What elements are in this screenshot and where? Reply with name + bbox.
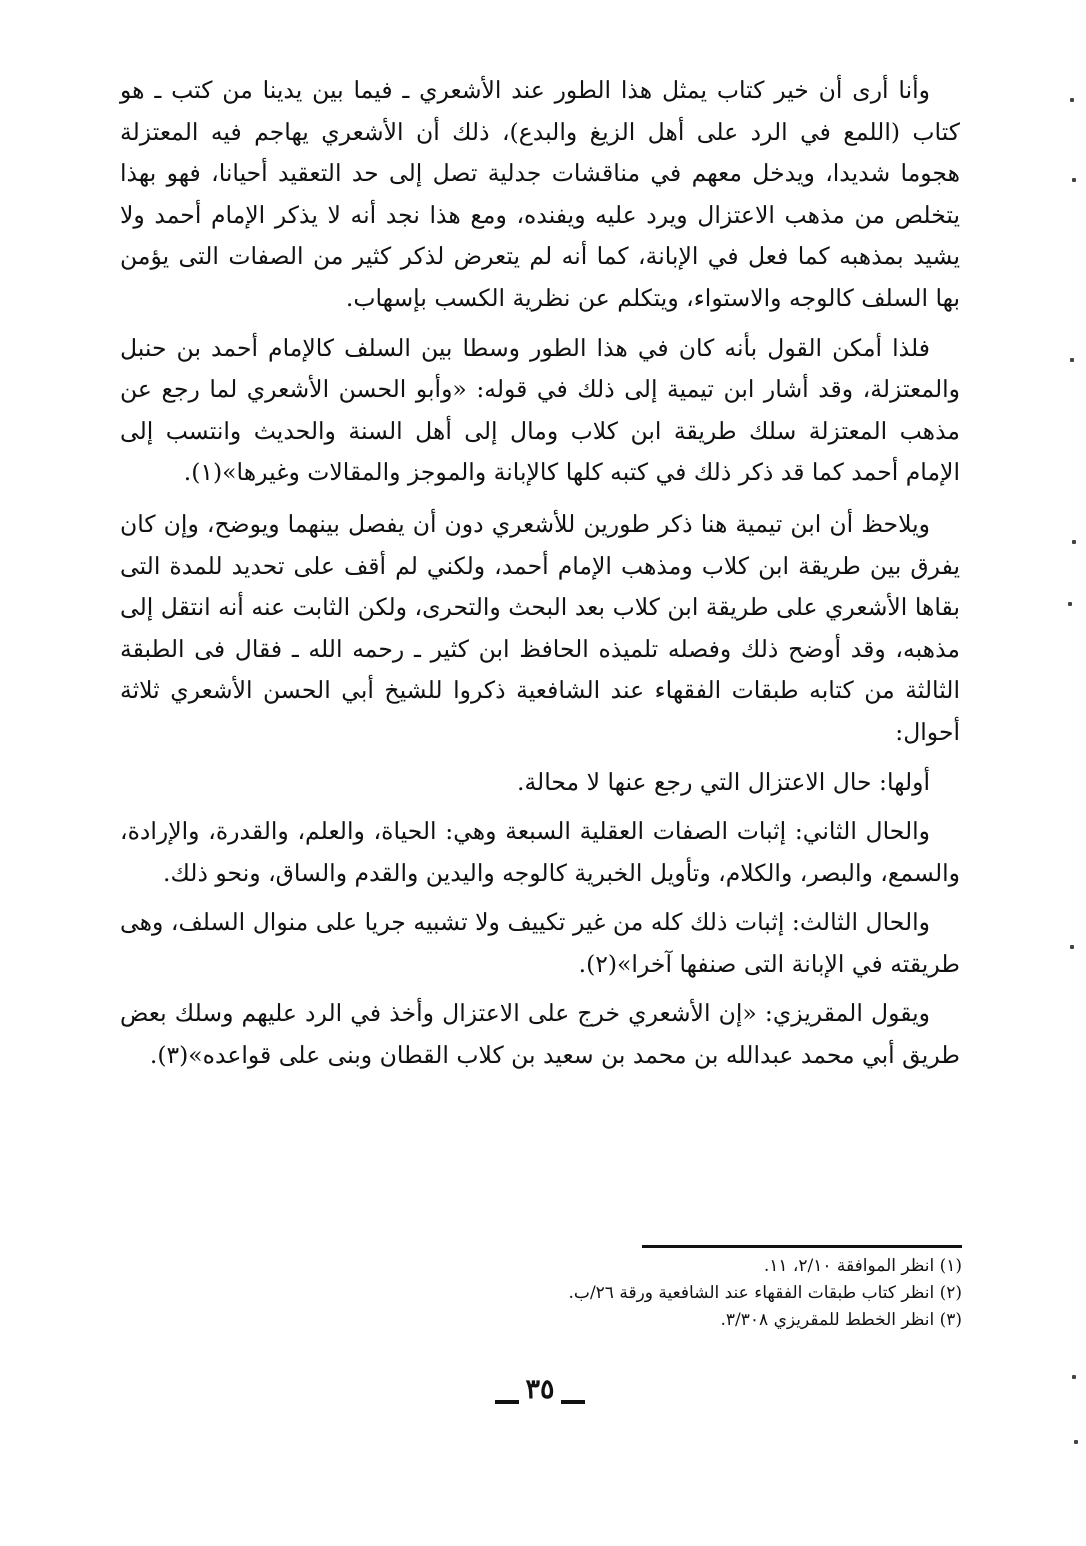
paragraph-3: ويلاحظ أن ابن تيمية هنا ذكر طورين للأشعري دون أن يفصل بينهما ويوضح، وإن كان يفرق بين طريقة ابن كلاب ومذهب الإمام أحمد، ولكني لم أقف على تحديد للمدة التى بقاها الأشعري على طريقة ابن كلاب بعد البحث والتحرى، ولكن الثابت عنه أنه انتقل إلى مذهبه، وقد أوضح ذلك وفصله تلميذه الحافظ ابن كثير ـ رحمه الله ـ فقال فى الطبقة الثالثة من كتابه طبقات الفقهاء عند الشافعية ذكروا للشيخ أبي الحسن الأشعري ثلاثة أحوال:	[120, 509, 960, 746]
scan-speck	[1074, 1440, 1078, 1444]
scan-speck	[1070, 98, 1074, 102]
paragraph-2: فلذا أمكن القول بأنه كان في هذا الطور وسطا بين السلف كالإمام أحمد بن حنبل والمعتزلة، وقد أشار ابن تيمية إلى ذلك في قوله: «وأبو الحسن الأشعري لما رجع عن مذهب المعتزلة سلك طريقة ابن كلاب ومال إلى أهل السنة والحديث وانتسب إلى الإمام أحمد كما قد ذكر ذلك في كتبه كلها كالإبانة والموجز والمقالات وغيرها»(١).	[120, 333, 960, 487]
scan-speck	[1070, 358, 1074, 362]
scan-speck	[1072, 540, 1076, 544]
paragraph-4: أولها: حال الاعتزال التي رجع عنها لا محالة.	[516, 767, 930, 796]
footnote-1: (١) انظر الموافقة ٢/١٠، ١١.	[763, 1256, 962, 1276]
scan-speck	[1072, 178, 1076, 182]
scan-speck	[1072, 1375, 1076, 1379]
paragraph-6: والحال الثالث: إثبات ذلك كله من غير تكييف ولا تشبيه جريا على منوال السلف، وهى طريقته في الإبانة التى صنفها آخرا»(٢).	[120, 908, 960, 978]
paragraph-7: ويقول المقريزي: «إن الأشعري خرج على الاعتزال وأخذ في الرد عليهم وسلك بعض طريق أبي محمد عبدالله بن محمد بن سعيد بن كلاب القطان وبنى على قواعده»(٣).	[120, 999, 960, 1070]
footnote-divider	[642, 1245, 962, 1248]
page-number-value: ٣٥	[525, 1374, 555, 1405]
footnotes	[400, 1253, 962, 1334]
page-number	[470, 1370, 610, 1410]
footnote-2: (٢) انظر كتاب طبقات الفقهاء عند الشافعية ورقة ٢٦/ب.	[568, 1283, 962, 1303]
paragraph-5: والحال الثاني: إثبات الصفات العقلية السبعة وهي: الحياة، والعلم، والقدرة، والإرادة، والسمع، والبصر، والكلام، وتأويل الخبرية كالوجه واليدين والقدم والساق، ونحو ذلك.	[120, 817, 960, 887]
scan-speck	[1068, 602, 1072, 606]
paragraph-1: وأنا أرى أن خير كتاب يمثل هذا الطور عند الأشعري ـ فيما بين يدينا من كتب ـ هو كتاب (اللمع في الرد على أهل الزيغ والبدع)، ذلك أن الأشعري يهاجم فيه المعتزلة هجوما شديدا، ويدخل معهم في مناقشات جدلية تصل إلى حد التعقيد أحيانا، فهو بهذا يتخلص من مذهب الاعتزال ويرد عليه ويفنده، ومع هذا نجد أنه لا يذكر الإمام أحمد ولا يشيد بمذهبه كما فعل في الإبانة، كما أنه لم يتعرض لذكر كثير من الصفات التى يؤمن بها السلف كالوجه والاستواء، ويتكلم عن نظرية الكسب بإسهاب.	[120, 76, 960, 312]
footnote-3: (٣) انظر الخطط للمقريزي ٣/٣٠٨.	[720, 1310, 962, 1330]
main-text	[120, 70, 960, 1085]
page-number-dash-right	[561, 1400, 585, 1404]
page-number-dash-left	[495, 1400, 519, 1404]
scan-speck	[1070, 945, 1074, 949]
